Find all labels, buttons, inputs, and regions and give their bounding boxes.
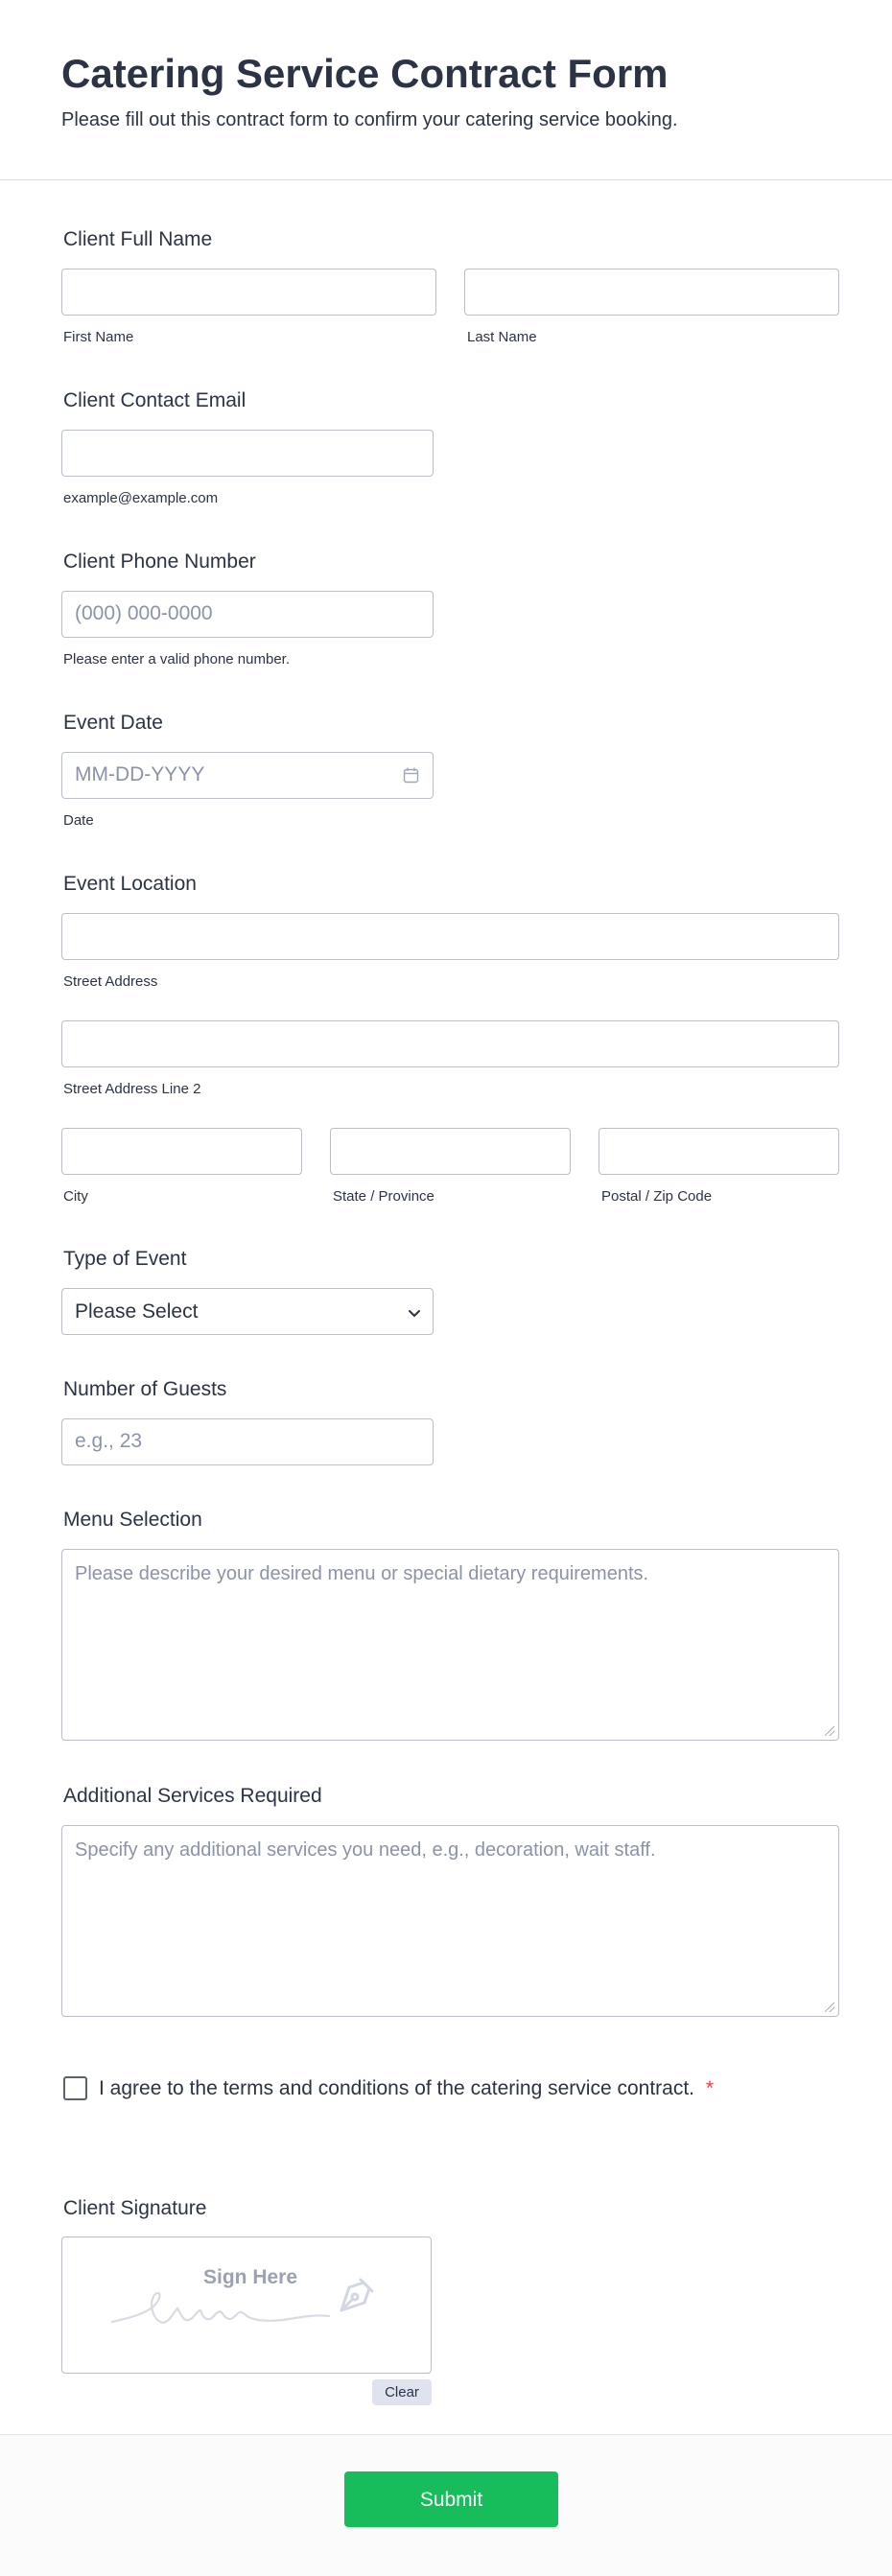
phone-label: Client Phone Number bbox=[63, 550, 256, 573]
menu-label: Menu Selection bbox=[63, 1509, 202, 1531]
form-subtitle: Please fill out this contract form to confirm your catering service booking. bbox=[61, 109, 678, 130]
state-input[interactable] bbox=[330, 1128, 571, 1175]
phone-placeholder: (000) 000-0000 bbox=[75, 602, 213, 624]
event-type-select[interactable] bbox=[61, 1288, 434, 1335]
email-label: Client Contact Email bbox=[63, 389, 246, 411]
menu-placeholder: Please describe your desired menu or special dietary requirements. bbox=[75, 1563, 649, 1584]
signature-label: Client Signature bbox=[63, 2197, 207, 2219]
sign-here-hint: Sign Here bbox=[203, 2266, 298, 2288]
street-address-2-input[interactable] bbox=[61, 1020, 839, 1067]
event-date-sublabel: Date bbox=[63, 812, 94, 829]
event-date-placeholder: MM-DD-YYYY bbox=[75, 763, 205, 785]
signature-pad[interactable] bbox=[61, 2236, 432, 2374]
clear-signature-button[interactable]: Clear bbox=[372, 2379, 432, 2405]
terms-text-row bbox=[99, 2077, 714, 2100]
guests-placeholder: e.g., 23 bbox=[75, 1430, 143, 1452]
client-name-label: Client Full Name bbox=[63, 228, 213, 250]
resize-handle[interactable] bbox=[825, 2002, 834, 2012]
email-sublabel: example@example.com bbox=[63, 490, 219, 506]
city-sublabel: City bbox=[63, 1188, 88, 1205]
guests-label: Number of Guests bbox=[63, 1378, 227, 1400]
zip-sublabel: Postal / Zip Code bbox=[601, 1188, 713, 1205]
calendar-icon[interactable] bbox=[403, 767, 419, 788]
phone-sublabel: Please enter a valid phone number. bbox=[63, 651, 290, 667]
phone-input[interactable] bbox=[61, 591, 434, 638]
signature-scribble-graphic bbox=[110, 2285, 331, 2333]
resize-handle[interactable] bbox=[825, 1726, 834, 1736]
services-label: Additional Services Required bbox=[63, 1785, 322, 1807]
city-input[interactable] bbox=[61, 1128, 302, 1175]
form-header bbox=[0, 0, 892, 180]
street-address-sublabel: Street Address bbox=[63, 973, 158, 990]
form-body bbox=[0, 180, 892, 2434]
first-name-input[interactable] bbox=[61, 269, 436, 316]
zip-input[interactable] bbox=[599, 1128, 839, 1175]
event-type-label: Type of Event bbox=[63, 1248, 187, 1270]
terms-checkbox[interactable] bbox=[63, 2076, 87, 2100]
services-placeholder: Specify any additional services you need, e.g., decoration, wait staff. bbox=[75, 1839, 656, 1861]
event-date-input[interactable] bbox=[61, 752, 434, 799]
street-address-2-sublabel: Street Address Line 2 bbox=[63, 1081, 201, 1097]
services-textarea[interactable] bbox=[61, 1825, 839, 2017]
email-input[interactable] bbox=[61, 430, 434, 477]
first-name-sublabel: First Name bbox=[63, 329, 134, 345]
last-name-sublabel: Last Name bbox=[467, 329, 537, 345]
required-mark: * bbox=[705, 2077, 715, 2099]
event-location-label: Event Location bbox=[63, 873, 197, 895]
guests-input[interactable] bbox=[61, 1418, 434, 1465]
event-date-label: Event Date bbox=[63, 712, 163, 734]
chevron-down-icon bbox=[408, 1306, 421, 1323]
form-title: Catering Service Contract Form bbox=[61, 51, 669, 96]
pen-icon bbox=[336, 2274, 378, 2321]
terms-text[interactable]: I agree to the terms and conditions of the catering service contract. bbox=[99, 2077, 694, 2099]
last-name-input[interactable] bbox=[464, 269, 839, 316]
submit-button[interactable]: Submit bbox=[344, 2471, 558, 2527]
street-address-input[interactable] bbox=[61, 913, 839, 960]
event-type-selected: Please Select bbox=[75, 1300, 199, 1323]
form-footer bbox=[0, 2434, 892, 2576]
state-sublabel: State / Province bbox=[333, 1188, 434, 1205]
menu-textarea[interactable] bbox=[61, 1549, 839, 1741]
